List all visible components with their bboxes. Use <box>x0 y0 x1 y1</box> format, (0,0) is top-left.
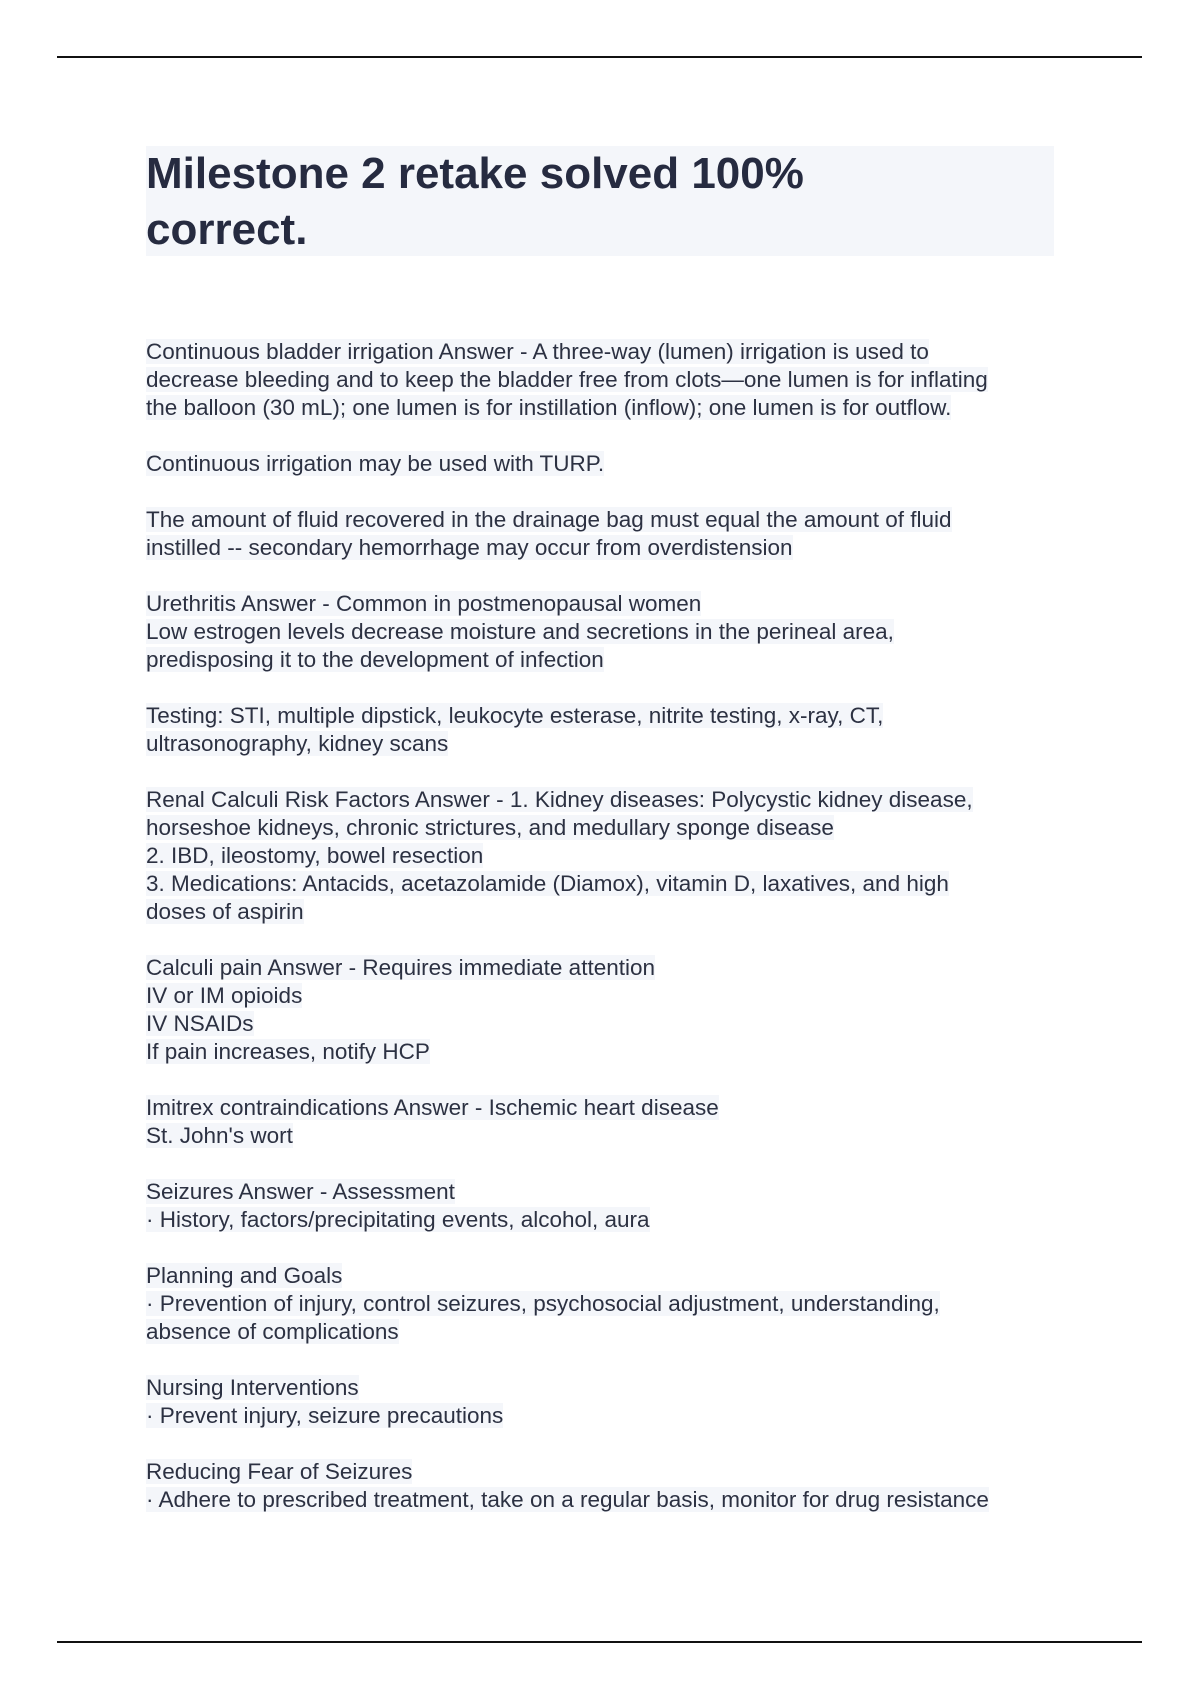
text-line-content: · Prevention of injury, control seizures, psychosocial adjustment, understanding, <box>146 1291 940 1316</box>
text-line <box>146 1458 1066 1486</box>
text-line-content: Renal Calculi Risk Factors Answer - 1. Kidney diseases: Polycystic kidney disease, <box>146 787 973 812</box>
paragraph <box>146 338 1066 422</box>
paragraph <box>146 786 1066 926</box>
paragraph <box>146 1094 1066 1150</box>
text-line <box>146 730 1066 758</box>
top-rule <box>57 56 1142 58</box>
text-line-content: 2. IBD, ileostomy, bowel resection <box>146 843 484 868</box>
text-line <box>146 1374 1066 1402</box>
title-box <box>146 146 1054 256</box>
text-line <box>146 534 1066 562</box>
text-line-content: · Prevent injury, seizure precautions <box>146 1403 504 1428</box>
text-line <box>146 646 1066 674</box>
text-line <box>146 898 1066 926</box>
text-line <box>146 1402 1066 1430</box>
text-line <box>146 1122 1066 1150</box>
text-line <box>146 450 1066 478</box>
text-line-content: ultrasonography, kidney scans <box>146 731 449 756</box>
text-line-content: the balloon (30 mL); one lumen is for instillation (inflow); one lumen is for outflow. <box>146 395 952 420</box>
text-line-content: Urethritis Answer - Common in postmenopausal women <box>146 591 702 616</box>
text-line-content: 3. Medications: Antacids, acetazolamide (Diamox), vitamin D, laxatives, and high <box>146 871 949 896</box>
text-line <box>146 1318 1066 1346</box>
text-line <box>146 1010 1066 1038</box>
text-line <box>146 506 1066 534</box>
text-line-content: doses of aspirin <box>146 899 304 924</box>
paragraph <box>146 1262 1066 1346</box>
text-line-content: If pain increases, notify HCP <box>146 1039 430 1064</box>
text-line <box>146 1038 1066 1066</box>
text-line-content: Low estrogen levels decrease moisture and secretions in the perineal area, <box>146 619 894 644</box>
paragraph <box>146 1178 1066 1234</box>
text-line-content: IV NSAIDs <box>146 1011 254 1036</box>
paragraph <box>146 450 1066 478</box>
text-line-content: decrease bleeding and to keep the bladder free from clots—one lumen is for inflating <box>146 367 988 392</box>
text-line <box>146 1094 1066 1122</box>
paragraph <box>146 1458 1066 1514</box>
text-line-content: predisposing it to the development of infection <box>146 647 604 672</box>
paragraph <box>146 954 1066 1066</box>
text-line-content: Imitrex contraindications Answer - Ischemic heart disease <box>146 1095 719 1120</box>
text-line-content: absence of complications <box>146 1319 399 1344</box>
text-line <box>146 954 1066 982</box>
text-line <box>146 842 1066 870</box>
text-line <box>146 1290 1066 1318</box>
text-line-content: horseshoe kidneys, chronic strictures, and medullary sponge disease <box>146 815 834 840</box>
text-line-content: Continuous irrigation may be used with TURP. <box>146 451 605 476</box>
text-line-content: St. John's wort <box>146 1123 293 1148</box>
text-line-content: · History, factors/precipitating events, alcohol, aura <box>146 1207 650 1232</box>
title-line: Milestone 2 retake solved 100% <box>146 149 804 198</box>
title-line: correct. <box>146 205 308 254</box>
paragraph <box>146 506 1066 562</box>
text-line <box>146 786 1066 814</box>
text-line-content: · Adhere to prescribed treatment, take on a regular basis, monitor for drug resistance <box>146 1487 989 1512</box>
text-line <box>146 618 1066 646</box>
text-line <box>146 1178 1066 1206</box>
text-line-content: Continuous bladder irrigation Answer - A three-way (lumen) irrigation is used to <box>146 339 929 364</box>
text-line-content: Planning and Goals <box>146 1263 343 1288</box>
text-line <box>146 338 1066 366</box>
text-line <box>146 1486 1066 1514</box>
text-line <box>146 590 1066 618</box>
bottom-rule <box>57 1641 1142 1643</box>
text-line <box>146 982 1066 1010</box>
paragraph <box>146 1374 1066 1430</box>
text-line <box>146 1262 1066 1290</box>
text-line-content: IV or IM opioids <box>146 983 303 1008</box>
text-line-content: Testing: STI, multiple dipstick, leukocyte esterase, nitrite testing, x-ray, CT, <box>146 703 884 728</box>
text-line-content: Seizures Answer - Assessment <box>146 1179 455 1204</box>
document-body <box>146 338 1066 1542</box>
text-line-content: Nursing Interventions <box>146 1375 359 1400</box>
text-line-content: Reducing Fear of Seizures <box>146 1459 413 1484</box>
text-line-content: Calculi pain Answer - Requires immediate attention <box>146 955 655 980</box>
text-line <box>146 366 1066 394</box>
paragraph <box>146 590 1066 674</box>
text-line <box>146 814 1066 842</box>
text-line-content: The amount of fluid recovered in the drainage bag must equal the amount of fluid <box>146 507 952 532</box>
text-line <box>146 702 1066 730</box>
text-line-content: instilled -- secondary hemorrhage may occur from overdistension <box>146 535 793 560</box>
text-line <box>146 1206 1066 1234</box>
paragraph <box>146 702 1066 758</box>
text-line <box>146 394 1066 422</box>
document-title <box>146 146 1054 258</box>
text-line <box>146 870 1066 898</box>
